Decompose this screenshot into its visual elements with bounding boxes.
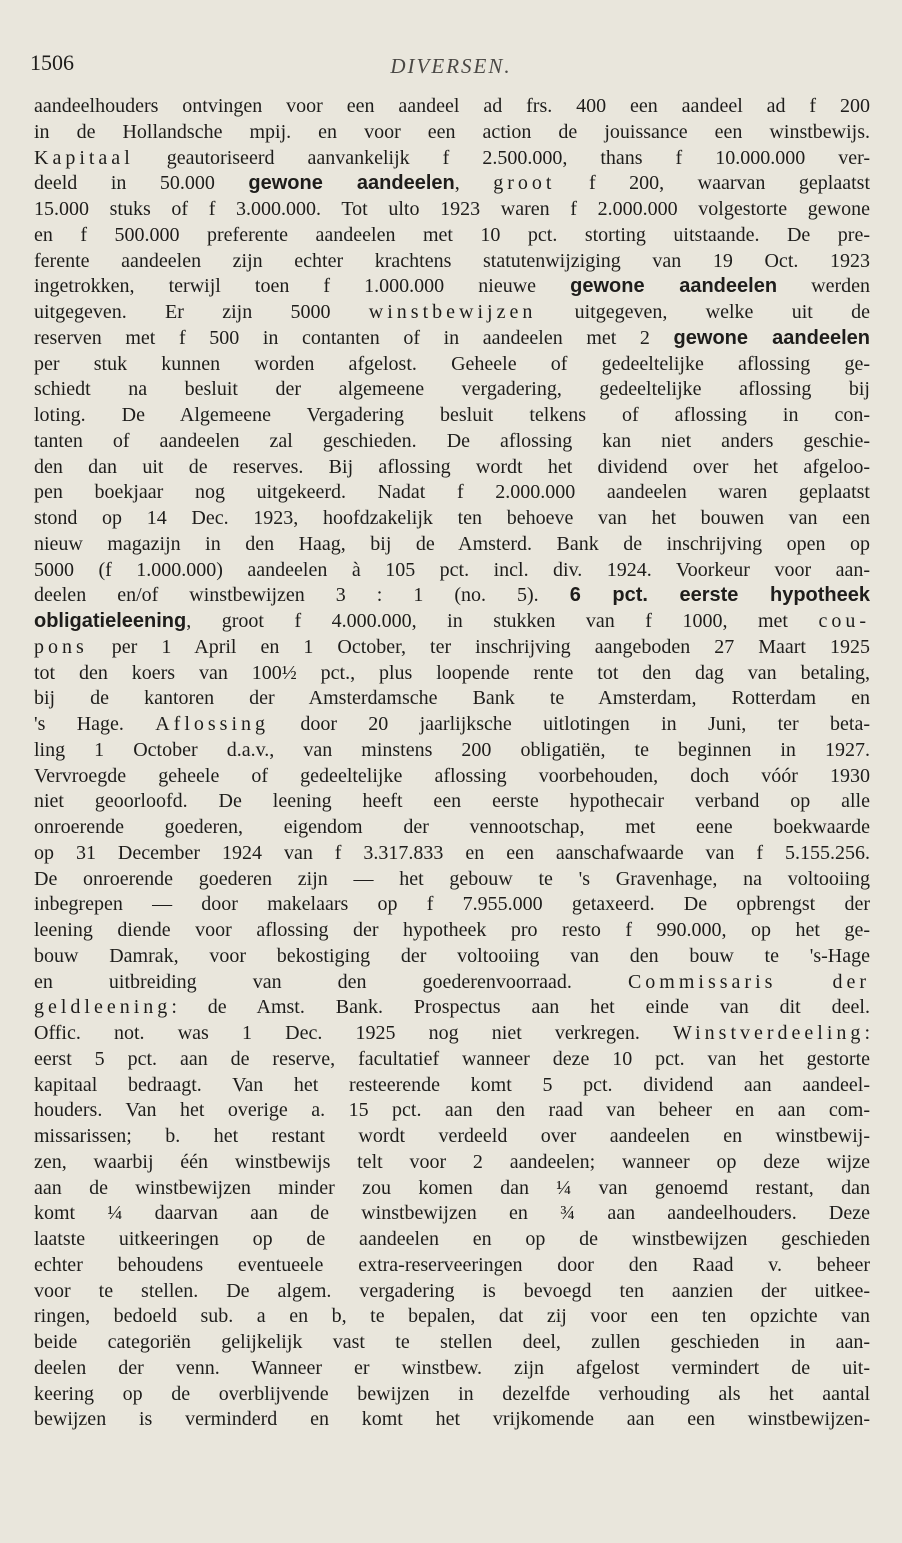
text-line: deelen en/of winstbewijzen 3 : 1 (no. 5). 6 pct. eerste hypotheek (34, 584, 870, 607)
text-line: 15.000 stuks of f 3.000.000. Tot ulto 1923 waren f 2.000.000 volgestorte gewone (34, 198, 870, 220)
text-line: obligatieleening, groot f 4.000.000, in stukken van f 1000, met cou- (34, 610, 870, 632)
text-line: aandeelhouders ontvingen voor een aandeel ad frs. 400 een aandeel ad f 200 (34, 95, 870, 117)
text-line: keering op de overblijvende bewijzen in dezelfde verhouding als het aantal (34, 1382, 870, 1405)
text-line: schiedt na besluit der algemeene vergadering, gedeeltelijke aflossing bij (34, 378, 870, 401)
text-line: en uitbreiding van den goederenvoorraad. Commissaris der (34, 970, 870, 993)
text-line: op 31 December 1924 van f 3.317.833 en een aanschafwaarde van f 5.155.256. (34, 841, 870, 864)
text-line: nieuw magazijn in den Haag, bij de Amsterd. Bank de inschrijving open op (34, 532, 870, 555)
text-line: leening diende voor aflossing der hypotheek pro resto f 990.000, op het ge- (34, 919, 870, 941)
text-line: zen, waarbij één winstbewijs telt voor 2 aandeelen; wanneer op deze wijze (34, 1150, 870, 1173)
text-line: laatste uitkeeringen op de aandeelen en op de winstbewijzen geschieden (34, 1228, 870, 1250)
text-line: voor te stellen. De algem. vergadering is bevoegd ten aanzien der uitkee- (34, 1279, 870, 1302)
text-line: echter behoudens eventueele extra-reserveeringen door den Raad v. beheer (34, 1253, 870, 1276)
text-line: den dan uit de reserves. Bij aflossing wordt het dividend over het afgeloo- (34, 455, 870, 478)
text-line: uitgegeven. Er zijn 5000 winstbewijzen uitgegeven, welke uit de (34, 301, 870, 323)
body-text (34, 94, 870, 1433)
text-line: bouw Damrak, voor bekostiging der voltooiing van den bouw te 's-Hage (34, 944, 870, 967)
text-line: kapitaal bedraagt. Van het resteerende komt 5 pct. dividend aan aandeel- (34, 1073, 870, 1096)
text-line: ringen, bedoeld sub. a en b, te bepalen, dat zij voor een ten opzichte van (34, 1305, 870, 1328)
page-header (30, 50, 872, 80)
text-line: ingetrokken, terwijl toen f 1.000.000 nieuwe gewone aandeelen werden (34, 275, 870, 298)
text-line: in de Hollandsche mpij. en voor een action de jouissance een winstbewijs. (34, 120, 870, 143)
text-line: pons per 1 April en 1 October, ter inschrijving aangeboden 27 Maart 1925 (34, 635, 870, 658)
text-line: De onroerende goederen zijn — het gebouw te 's Gravenhage, na voltooiing (34, 867, 870, 890)
text-line: per stuk kunnen worden afgelost. Geheele of gedeeltelijke aflossing ge- (34, 352, 870, 375)
text-line: houders. Van het overige a. 15 pct. aan den raad van beheer en aan com- (34, 1099, 870, 1122)
text-line: bewijzen is verminderd en komt het vrijkomende aan een winstbewijzen- (34, 1408, 870, 1431)
text-line: aan de winstbewijzen minder zou komen dan ¼ van genoemd restant, dan (34, 1176, 870, 1199)
text-line: 5000 (f 1.000.000) aandeelen à 105 pct. incl. div. 1924. Voorkeur voor aan- (34, 558, 870, 581)
text-line: inbegrepen — door makelaars op f 7.955.000 getaxeerd. De opbrengst der (34, 893, 870, 916)
text-line: eerst 5 pct. aan de reserve, facultatief wanneer deze 10 pct. van het gestorte (34, 1047, 870, 1070)
text-line: missarissen; b. het restant wordt verdeeld over aandeelen en winstbewij- (34, 1125, 870, 1147)
text-line: bij de kantoren der Amsterdamsche Bank te Amsterdam, Rotterdam en (34, 687, 870, 710)
text-line: tot den koers van 100½ pct., plus loopende rente tot den dag van betaling, (34, 661, 870, 684)
text-line: stond op 14 Dec. 1923, hoofdzakelijk ten behoeve van het bouwen van een (34, 507, 870, 529)
text-line: Vervroegde geheele of gedeeltelijke aflossing voorbehouden, doch vóór 1930 (34, 764, 870, 787)
text-line: loting. De Algemeene Vergadering besluit telkens of aflossing in con- (34, 404, 870, 426)
text-line: ferente aandeelen zijn echter krachtens statutenwijziging van 19 Oct. 1923 (34, 249, 870, 272)
text-line: beide categoriën gelijkelijk vast te stellen deel, zullen geschieden in aan- (34, 1331, 870, 1353)
text-line: niet geoorloofd. De leening heeft een eerste hypothecair verband op alle (34, 790, 870, 813)
text-line: tanten of aandeelen zal geschieden. De aflossing kan niet anders geschie- (34, 429, 870, 452)
text-line: onroerende goederen, eigendom der vennootschap, met eene boekwaarde (34, 816, 870, 838)
text-line: ling 1 October d.a.v., van minstens 200 obligatiën, te beginnen in 1927. (34, 738, 870, 761)
text-line: deeld in 50.000 gewone aandeelen, groot f 200, waarvan geplaatst (34, 172, 870, 195)
text-line: deelen der venn. Wanneer er winstbew. zijn afgelost vermindert de uit- (34, 1356, 870, 1379)
text-line: en f 500.000 preferente aandeelen met 10 pct. storting uitstaande. De pre- (34, 223, 870, 246)
text-line: 's Hage. Aflossing door 20 jaarlijksche uitlotingen in Juni, ter beta- (34, 713, 870, 735)
running-title: DIVERSEN. (390, 54, 512, 78)
page-number: 1506 (30, 50, 74, 75)
text-line: reserven met f 500 in contanten of in aandeelen met 2 gewone aandeelen (34, 326, 870, 349)
text-line: geldleening: de Amst. Bank. Prospectus aan het einde van dit deel. (34, 996, 870, 1019)
text-line: pen boekjaar nog uitgekeerd. Nadat f 2.000.000 aandeelen waren geplaatst (34, 481, 870, 504)
text-line: Kapitaal geautoriseerd aanvankelijk f 2.500.000, thans f 10.000.000 ver- (34, 146, 870, 169)
text-line: komt ¼ daarvan aan de winstbewijzen en ¾ aan aandeelhouders. Deze (34, 1202, 870, 1225)
text-line: Offic. not. was 1 Dec. 1925 nog niet verkregen. Winstverdeeling: (34, 1022, 870, 1044)
